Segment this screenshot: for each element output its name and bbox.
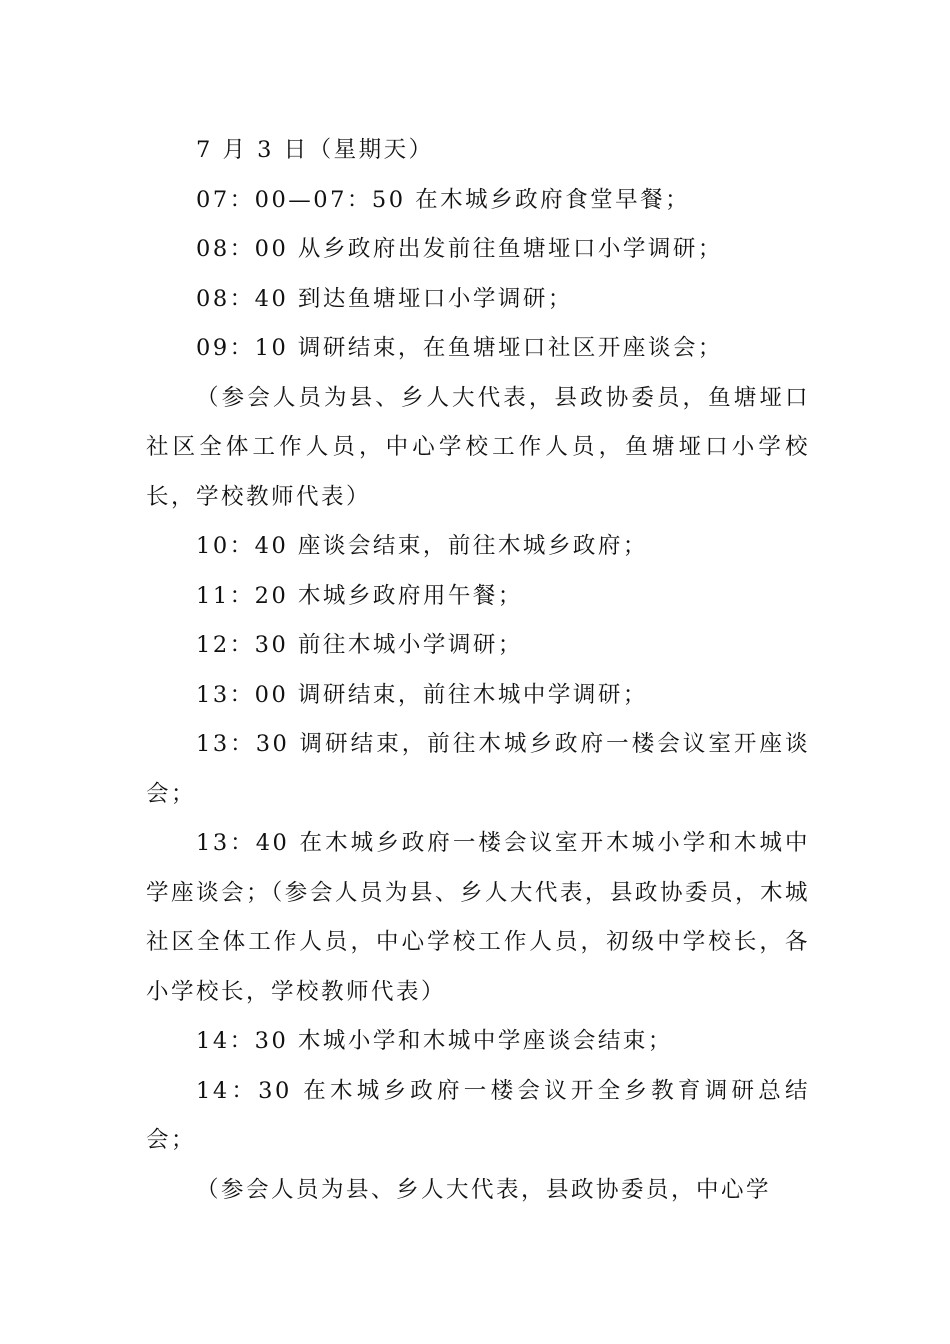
schedule-item-breakfast: 07：00—07：50 在木城乡政府食堂早餐； bbox=[196, 186, 691, 213]
schedule-item-primary-school: 12：30 前往木城小学调研； bbox=[196, 632, 523, 658]
schedule-item-arrive: 08：40 到达鱼塘垭口小学调研； bbox=[196, 285, 573, 312]
schedule-item-forum-end: 10：40 座谈会结束，前往木城乡政府； bbox=[196, 533, 648, 559]
schedule-item-forum: 09：10 调研结束，在鱼塘垭口社区开座谈会； bbox=[196, 335, 723, 361]
schedule-item-lunch: 11：20 木城乡政府用午餐； bbox=[196, 582, 523, 609]
schedule-item-to-meeting-room: 13：30 调研结束，前往木城乡政府一楼会议室开座谈会； bbox=[146, 731, 810, 807]
schedule-item-depart: 08：00 从乡政府出发前往鱼塘垭口小学调研； bbox=[196, 236, 723, 262]
participants-note-2: （参会人员为县、乡人大代表，县政协委员，中心学 bbox=[196, 1176, 772, 1203]
schedule-date: 7 月 3 日（星期天） bbox=[196, 137, 434, 163]
schedule-item-school-forum-end: 14：30 木城小学和木城中学座谈会结束； bbox=[196, 1028, 673, 1054]
schedule-item-school-forum: 13：40 在木城乡政府一楼会议室开木城小学和木城中学座谈会；（参会人员为县、乡人大代表，县政协委员，木城社区全体工作人员，中心学校工作人员，初级中学校长，各小学校长，学校教师代表） bbox=[146, 830, 810, 1005]
participants-note-1: （参会人员为县、乡人大代表，县政协委员，鱼塘垭口社区全体工作人员，中心学校工作人员，鱼塘垭口小学校长，学校教师代表） bbox=[146, 384, 810, 510]
schedule-body bbox=[146, 126, 810, 1215]
schedule-item-middle-school: 13：00 调研结束，前往木城中学调研； bbox=[196, 681, 648, 708]
schedule-item-summary-meeting: 14：30 在木城乡政府一楼会议开全乡教育调研总结会； bbox=[146, 1077, 810, 1153]
